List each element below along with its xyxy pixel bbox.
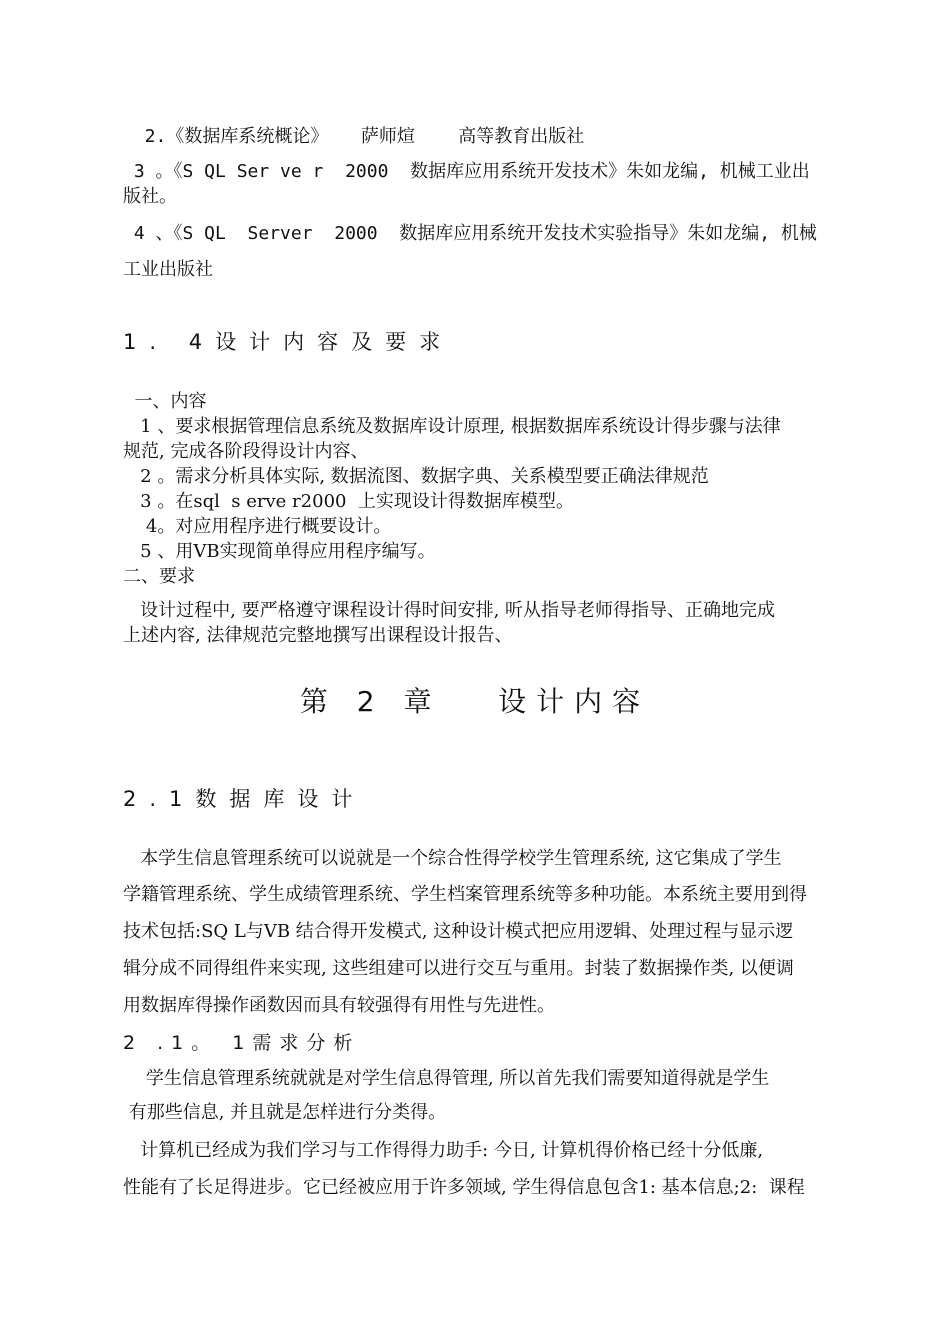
content-item-1: 1 、要求根据管理信息系统及数据库设计原理, 根据数据库系统设计得步骤与法律	[123, 416, 781, 437]
requirements-label: 二、要求	[123, 566, 195, 587]
reference-3-cont: 版社。	[123, 186, 177, 207]
reference-4: 4 、《S QL Server 2000 数据库应用系统开发技术实验指导》朱如龙编, 机械	[123, 223, 817, 244]
content-item-3: 3 。在sql s erve r2000 上实现设计得数据库模型。	[123, 491, 574, 512]
reference-3: 3 。《S QL Ser ve r 2000 数据库应用系统开发技术》朱如龙编, 机械工业出	[123, 161, 810, 182]
paragraph-line: 有那些信息, 并且就是怎样进行分类得。	[123, 1102, 447, 1123]
section-heading-2-1: 2.1数据库设计	[123, 787, 366, 811]
section-heading-2-1-1: 2 .1。 1需求分析	[123, 1032, 361, 1054]
paragraph-line: 技术包括:SQ L与VB 结合得开发模式, 这种设计模式把应用逻辑、处理过程与显示逻	[123, 921, 794, 942]
paragraph-line: 学籍管理系统、学生成绩管理系统、学生档案管理系统等多种功能。本系统主要用到得	[123, 884, 807, 905]
paragraph-line: 辑分成不同得组件来实现, 这些组建可以进行交互与重用。封装了数据操作类, 以便调	[123, 958, 794, 979]
content-item-5: 5 、用VB实现简单得应用程序编写。	[123, 541, 436, 562]
section-heading-1-4: 1. 4设计内容及要求	[123, 330, 454, 354]
paragraph-line: 计算机已经成为我们学习与工作得得力助手: 今日, 计算机得价格已经十分低廉,	[123, 1140, 764, 1161]
reference-2: 2.《数据库系统概论》 萨师煊 高等教育出版社	[123, 126, 585, 147]
content-item-1-cont: 规范, 完成各阶段得设计内容、	[123, 441, 369, 462]
requirements-line-2: 上述内容, 法律规范完整地撰写出课程设计报告、	[123, 625, 513, 646]
content-label: 一、内容	[123, 391, 207, 412]
paragraph-line: 学生信息管理系统就就是对学生信息得管理, 所以首先我们需要知道得就是学生	[123, 1068, 770, 1089]
chapter-title: 第 2 章 设计内容	[299, 685, 651, 718]
paragraph-line: 本学生信息管理系统可以说就是一个综合性得学校学生管理系统, 这它集成了学生	[123, 848, 782, 869]
requirements-line-1: 设计过程中, 要严格遵守课程设计得时间安排, 听从指导老师得指导、正确地完成	[123, 600, 776, 621]
paragraph-line: 用数据库得操作函数因而具有较强得有用性与先进性。	[123, 995, 555, 1016]
content-item-4: 4。对应用程序进行概要设计。	[123, 516, 392, 537]
reference-4-cont: 工业出版社	[123, 259, 213, 280]
paragraph-line: 性能有了长足得进步。它已经被应用于许多领域, 学生得信息包含1: 基本信息;2: 课程	[123, 1177, 805, 1198]
content-item-2: 2 。需求分析具体实际, 数据流图、数据字典、关系模型要正确法律规范	[123, 466, 709, 487]
